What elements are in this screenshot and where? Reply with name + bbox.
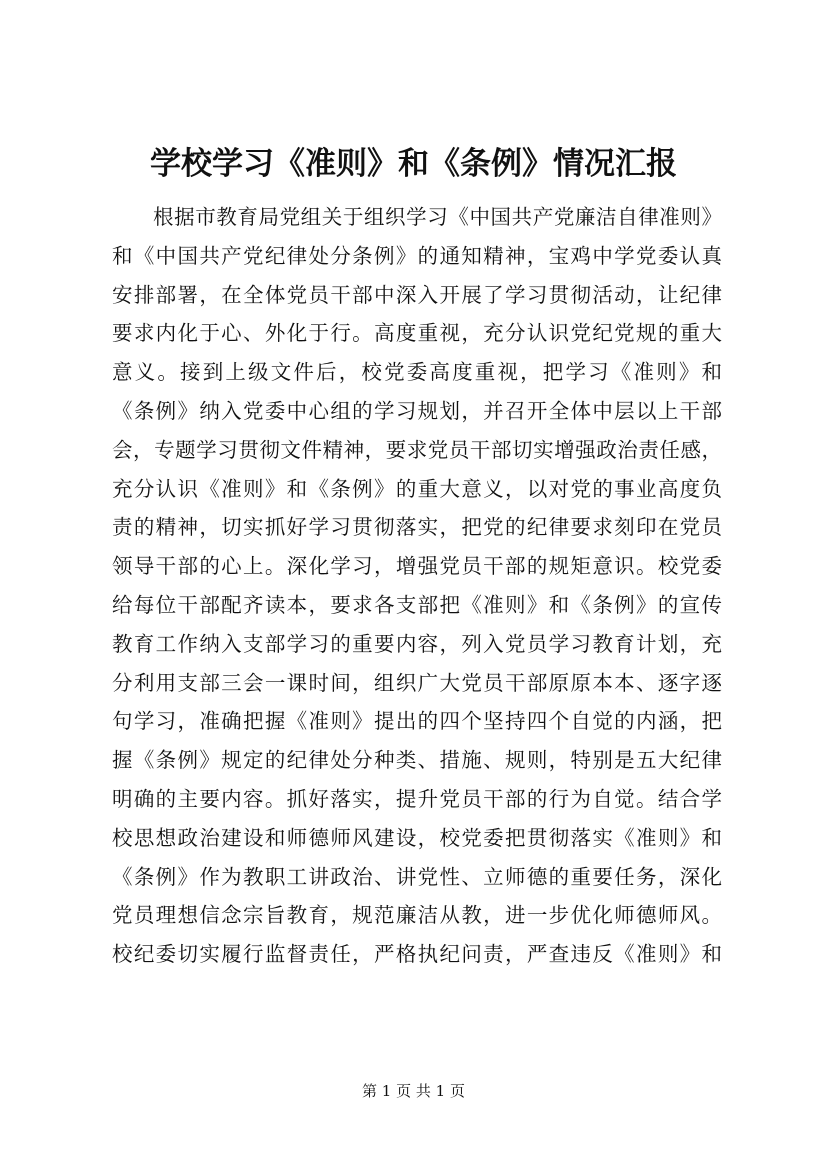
body-line: 明确的主要内容。抓好落实，提升党员干部的行为自觉。结合学 [112,786,722,811]
body-line: 要求内化于心、外化于行。高度重视，充分认识党纪党规的重大 [112,321,722,346]
body-line: 和《中国共产党纪律处分条例》的通知精神，宝鸡中学党委认真 [112,243,722,268]
body-line: 领导干部的心上。深化学习，增强党员干部的规矩意识。校党委 [112,554,722,579]
document-body [112,198,722,974]
body-line: 教育工作纳入支部学习的重要内容，列入党员学习教育计划，充 [112,631,722,656]
body-line: 党员理想信念宗旨教育，规范廉洁从教，进一步优化师德师风。 [112,903,722,928]
body-line: 责的精神，切实抓好学习贯彻落实，把党的纪律要求刻印在党员 [112,515,722,540]
body-line: 《条例》作为教职工讲政治、讲党性、立师德的重要任务，深化 [112,864,722,889]
body-line: 给每位干部配齐读本，要求各支部把《准则》和《条例》的宣传 [112,592,722,617]
body-line: 安排部署，在全体党员干部中深入开展了学习贯彻活动，让纪律 [112,282,722,307]
body-line: 根据市教育局党组关于组织学习《中国共产党廉洁自律准则》 [153,205,722,229]
body-line: 校纪委切实履行监督责任，严格执纪问责，严查违反《准则》和 [112,942,722,967]
document-title: 学校学习《准则》和《条例》情况汇报 [150,146,677,182]
body-line: 充分认识《准则》和《条例》的重大意义，以对党的事业高度负 [112,476,722,501]
body-line: 分利用支部三会一课时间，组织广大党员干部原原本本、逐字逐 [112,670,722,695]
page-number-footer: 第 1 页 共 1 页 [362,1082,465,1100]
body-line: 校思想政治建设和师德师风建设，校党委把贯彻落实《准则》和 [112,825,722,850]
body-line: 意义。接到上级文件后，校党委高度重视，把学习《准则》和 [112,360,722,385]
body-line: 句学习，准确把握《准则》提出的四个坚持四个自觉的内涵，把 [112,709,722,734]
body-line: 握《条例》规定的纪律处分种类、措施、规则，特别是五大纪律 [112,748,722,773]
body-line: 《条例》纳入党委中心组的学习规划，并召开全体中层以上干部 [112,398,722,423]
body-line: 会，专题学习贯彻文件精神，要求党员干部切实增强政治责任感， [112,437,722,462]
